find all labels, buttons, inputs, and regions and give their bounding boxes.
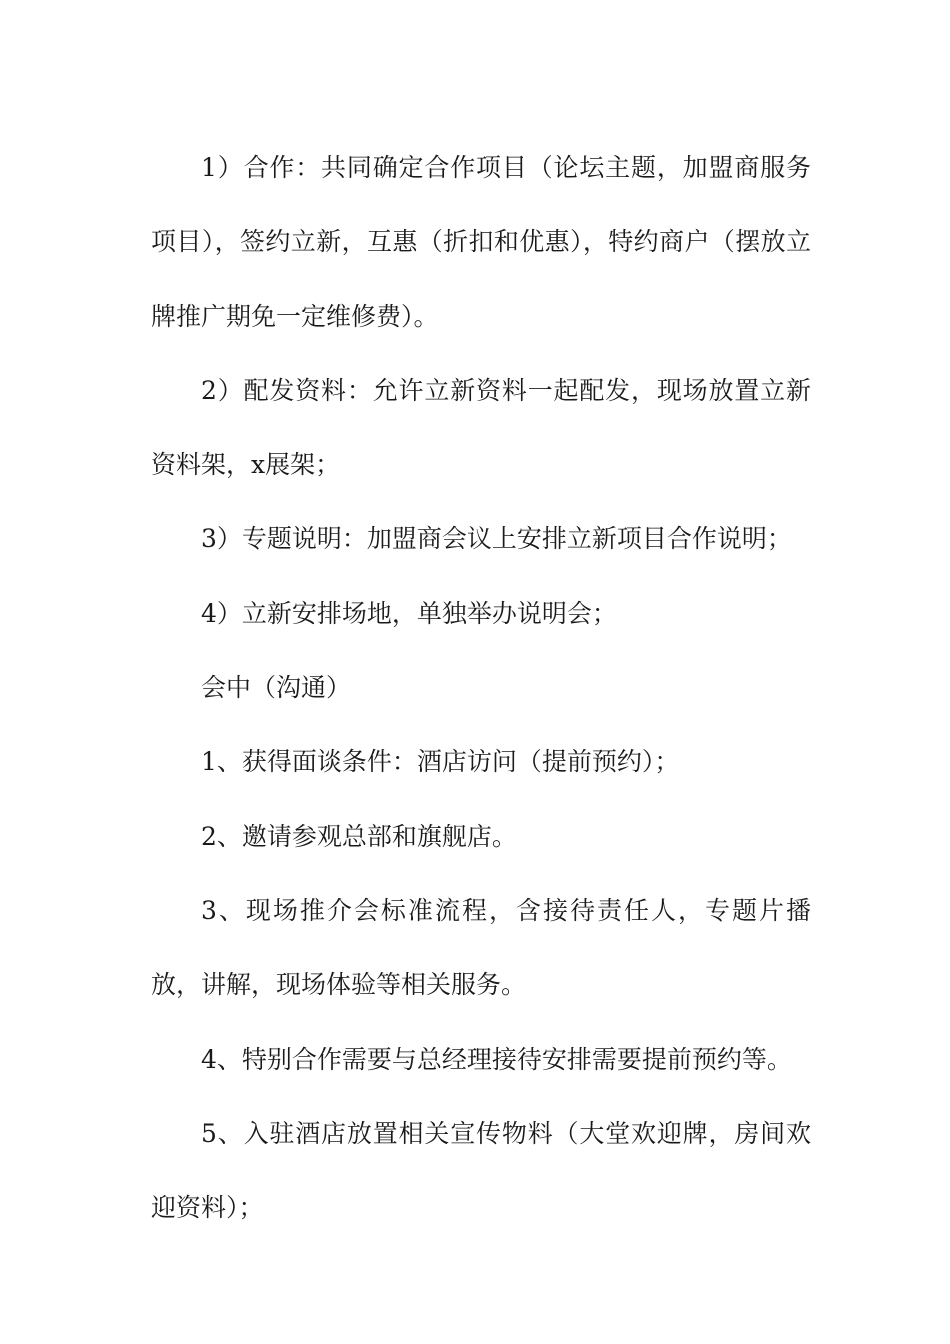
paragraph-venue: 4）立新安排场地，单独举办说明会；: [201, 598, 617, 628]
paragraph-cooperation: 1）合作：共同确定合作项目（论坛主题，加盟商服务项目），签约立新，互惠（折扣和优惠），特约商户（摆放立牌推广期免一定维修费）。: [151, 153, 811, 331]
paragraph-materials: 2）配发资料：允许立新资料一起配发，现场放置立新资料架，x展架；: [151, 375, 811, 480]
paragraph-hotel-materials: 5、入驻酒店放置相关宣传物料（大堂欢迎牌，房间欢迎资料）；: [151, 1118, 811, 1223]
section-heading-during-meeting: 会中（沟通）: [201, 673, 352, 703]
document-body: [151, 131, 811, 1245]
paragraph-briefing: 3）专题说明：加盟商会议上安排立新项目合作说明；: [201, 524, 792, 554]
paragraph-interview: 1、获得面谈条件：酒店访问（提前预约）；: [201, 747, 680, 777]
paragraph-special-cooperation: 4、特别合作需要与总经理接待安排需要提前预约等。: [201, 1044, 792, 1074]
paragraph-presentation: 3、现场推介会标准流程，含接待责任人，专题片播放，讲解，现场体验等相关服务。: [151, 895, 811, 1000]
paragraph-visit: 2、邀请参观总部和旗舰店。: [201, 821, 517, 851]
